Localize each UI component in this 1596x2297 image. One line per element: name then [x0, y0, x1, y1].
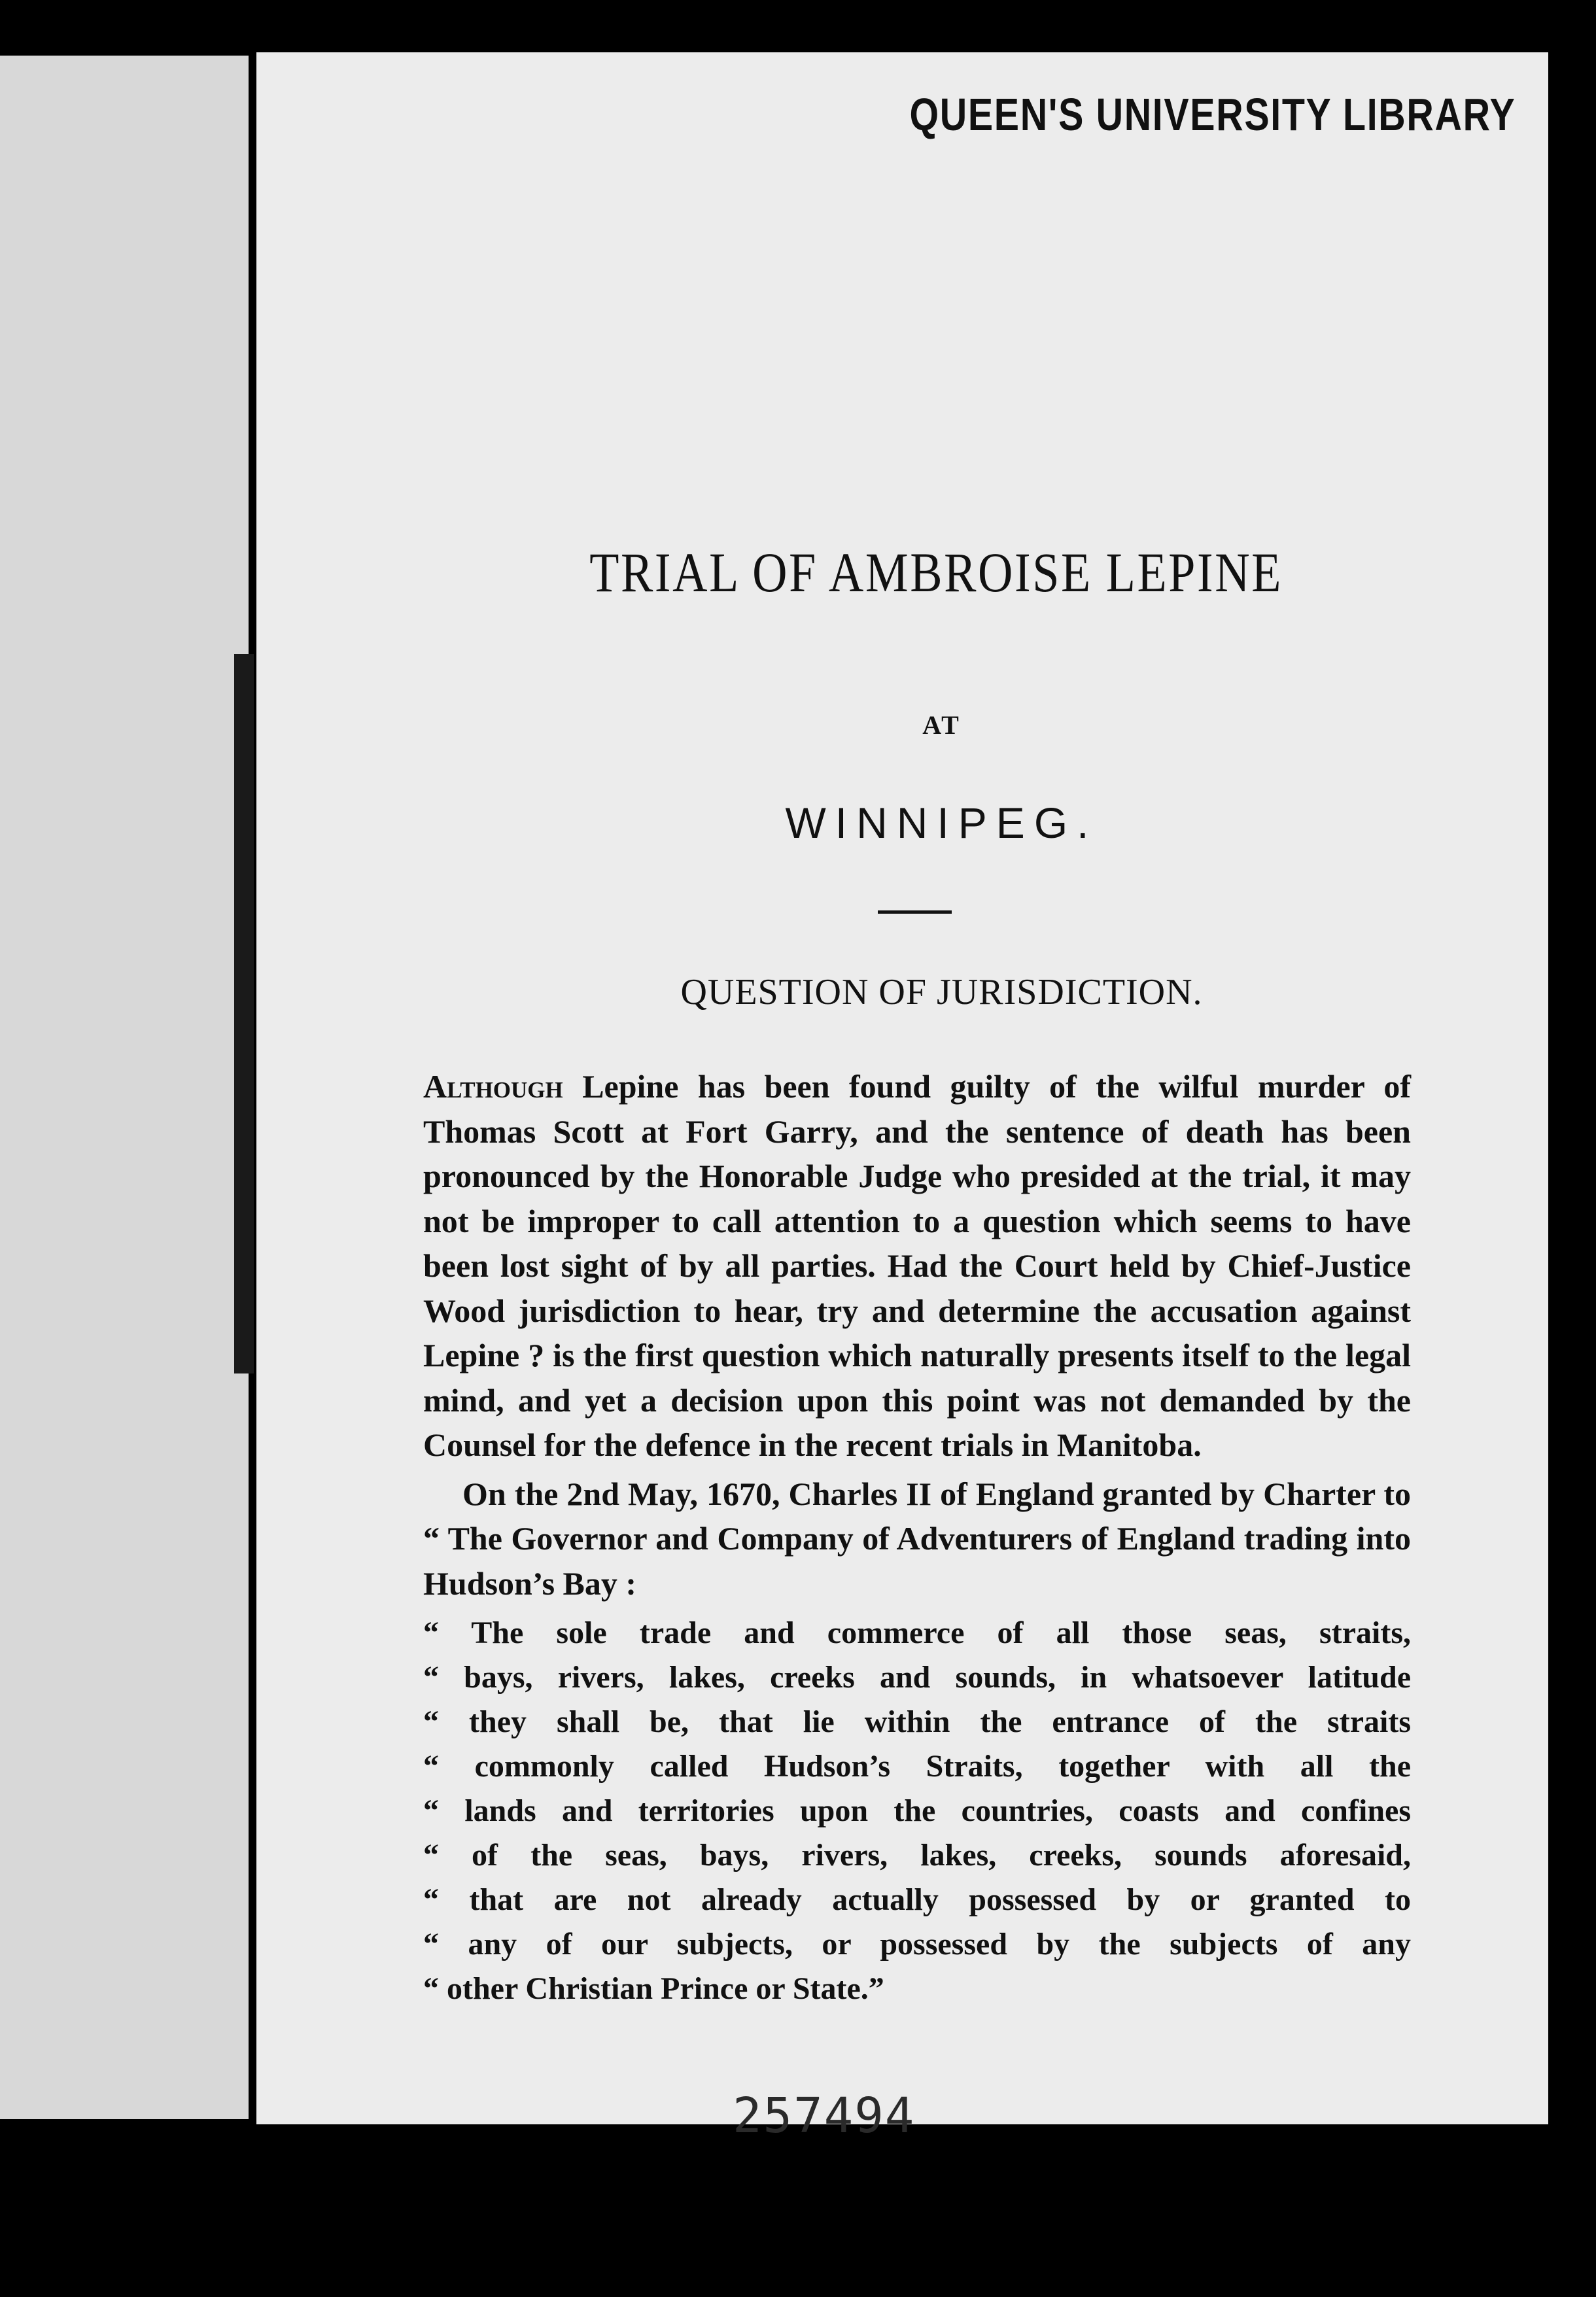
charter-quotation [423, 1611, 1411, 2011]
paragraph-1 [423, 1064, 1411, 1468]
quote-line: “ any of our subjects, or possessed by the subjects of any [423, 1927, 1411, 1961]
quote-line: “ The sole trade and commerce of all those seas, straits, [423, 1615, 1411, 1650]
quote-line: “ that are not already actually possessed by or granted to [423, 1882, 1411, 1917]
paragraph-text: Lepine has been found guilty of the wilful murder of Thomas Scott at Fort Garry, and the sentence of death has been pronounced by the Honorable Judge who presided at the trial, it may not be improper to call attention to a question which seems to have been lost sight of by all parties. Had the Court held by Chief-Justice Wood jurisdiction to hear, try and determine the accusation against Lepine ? is the first question which naturally presents itself to the legal mind, and yet a decision upon this point was not demanded by the Counsel for the defence in the recent trials in Manitoba. [423, 1068, 1411, 1463]
body-text [423, 1064, 1411, 2011]
paragraph-2: On the 2nd May, 1670, Charles II of England granted by Charter to “ The Governor and Company of Adventurers of England trading into Hudson’s Bay : [423, 1475, 1411, 1602]
quote-line: “ lands and territories upon the countries, coasts and confines [423, 1793, 1411, 1828]
quote-line: “ commonly called Hudson’s Straits, together with all the [423, 1749, 1411, 1784]
quote-line: “ other Christian Prince or State.” [423, 1971, 884, 2006]
title-rule [878, 910, 952, 914]
quote-line: “ bays, rivers, lakes, creeks and sounds, in whatsoever latitude [423, 1660, 1411, 1695]
document-page [256, 52, 1548, 2144]
paragraph-lead-word: Although [423, 1068, 563, 1105]
title-connector: AT [922, 710, 961, 740]
binding-gutter [234, 654, 254, 1373]
catalog-number: 257494 [733, 2088, 916, 2144]
quote-line: “ they shall be, that lie within the entrance of the straits [423, 1704, 1411, 1739]
facing-page-edge [0, 56, 249, 2119]
document-title: TRIAL OF AMBROISE LEPINE [589, 541, 1283, 604]
section-heading: QUESTION OF JURISDICTION. [680, 972, 1203, 1012]
title-place: WINNIPEG. [785, 799, 1098, 847]
quote-line: “ of the seas, bays, rivers, lakes, creeks, sounds aforesaid, [423, 1838, 1411, 1873]
library-stamp: QUEEN'S UNIVERSITY LIBRARY [909, 89, 1516, 140]
